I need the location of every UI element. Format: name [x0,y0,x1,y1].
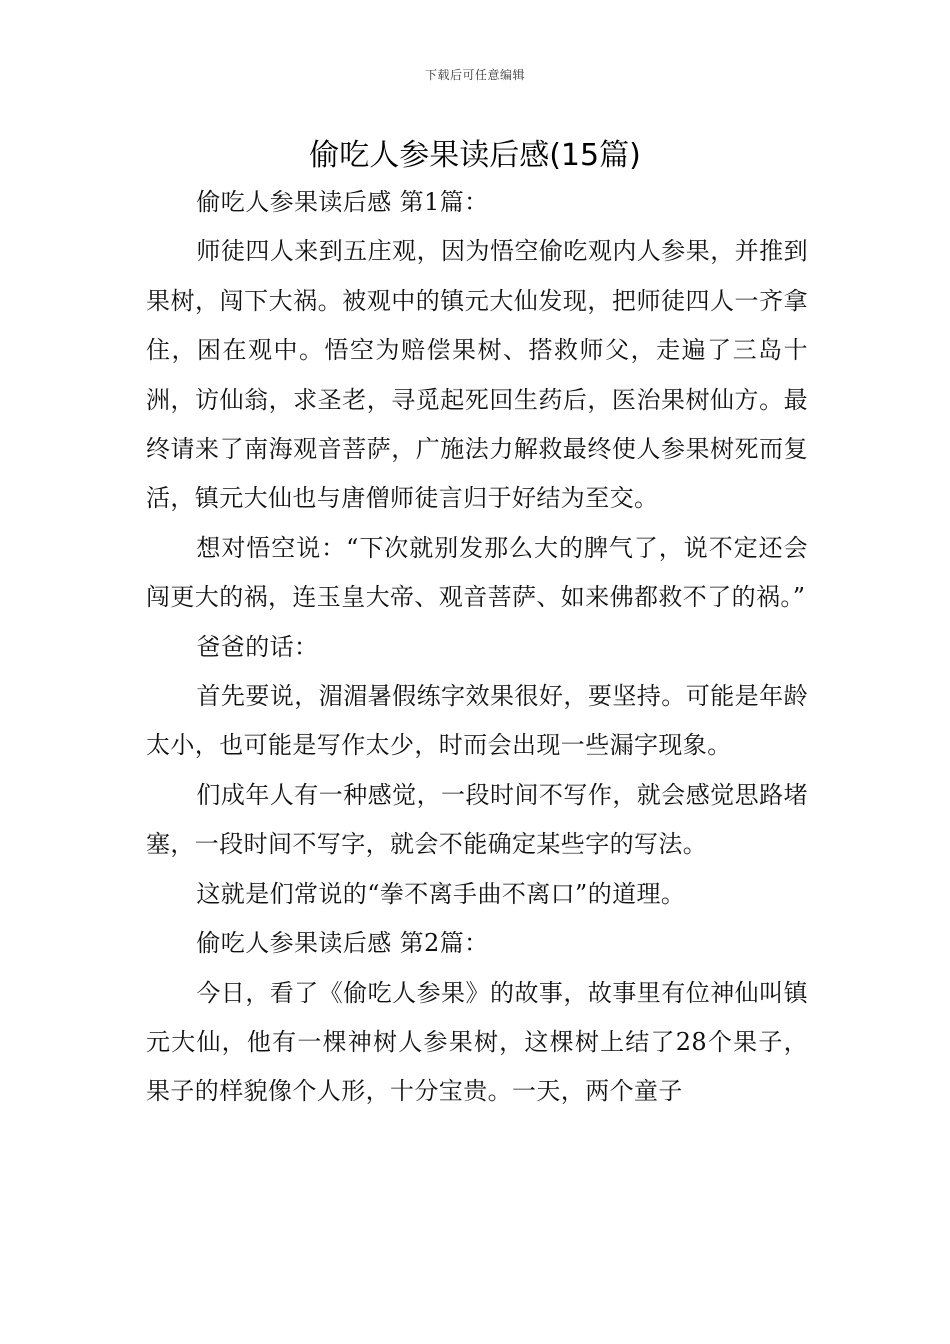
paragraph: 们成年人有一种感觉，一段时间不写作，就会感觉思路堵塞，一段时间不写字，就会不能确定某些字的写法。 [146,780,808,859]
document-body [146,178,808,1117]
paragraph: 爸爸的话： [196,632,319,661]
paragraph: 想对悟空说：“下次就别发那么大的脾气了，说不定还会闯更大的祸，连玉皇大帝、观音菩萨、如来佛都救不了的祸。” [146,533,808,612]
section-heading-2: 偷吃人参果读后感 第2篇： [196,929,489,958]
header-note: 下载后可任意编辑 [424,68,525,82]
document-title: 偷吃人参果读后感(15篇) [309,138,641,173]
paragraph: 师徒四人来到五庄观，因为悟空偷吃观内人参果，并推到果树，闯下大祸。被观中的镇元大仙发现，把师徒四人一齐拿住，困在观中。悟空为赔偿果树、搭救师父，走遍了三岛十洲，访仙翁，求圣老，寻觅起死回生药后，医治果树仙方。最终请来了南海观音菩萨，广施法力解救最终使人参果树死而复活，镇元大仙也与唐僧师徒言归于好结为至交。 [146,237,808,513]
paragraph: 这就是们常说的“拳不离手曲不离口”的道理。 [196,879,686,908]
section-heading-1: 偷吃人参果读后感 第1篇： [196,188,489,216]
paragraph: 首先要说，湄湄暑假练字效果很好，要坚持。可能是年龄太小，也可能是写作太少，时而会出现一些漏字现象。 [146,682,808,760]
paragraph: 今日，看了《偷吃人参果》的故事，故事里有位神仙叫镇元大仙，他有一棵神树人参果树，这棵树上结了28个果子，果子的样貌像个人形，十分宝贵。一天，两个童子 [146,978,808,1106]
